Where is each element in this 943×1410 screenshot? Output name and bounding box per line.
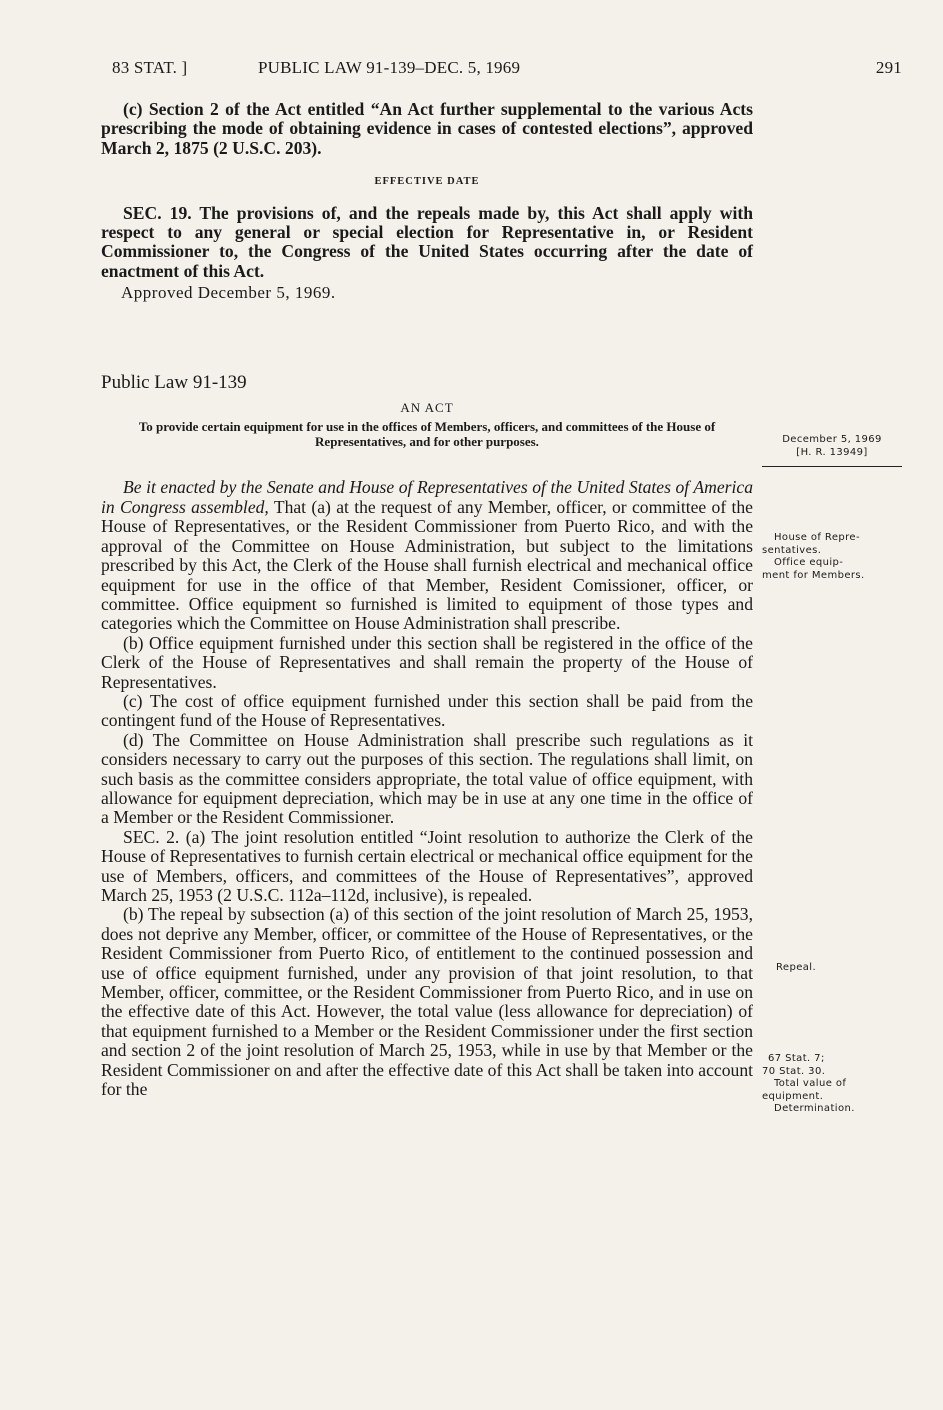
margin-house-line-2: sentatives.: [762, 544, 822, 556]
margin-rule-divider: [762, 466, 902, 467]
margin-house-line-3: Office equip-: [774, 557, 844, 568]
section-1-a: [101, 478, 753, 633]
stat-reference: 83 STAT. ]: [112, 58, 188, 77]
enacting-clause: Be it enacted by the Senate and House of Representatives of the United States of America in Congress assembled,: [101, 477, 753, 517]
act-purpose: To provide certain equipment for use in the offices of Members, officers, and committees of the House of Representatives, and for other purposes.: [138, 419, 716, 450]
margin-stat-line-1: 67 Stat. 7;: [768, 1053, 825, 1064]
approval-line: Approved December 5, 1969.: [121, 283, 336, 303]
margin-date: December 5, 1969: [782, 434, 882, 445]
effective-date-heading: EFFECTIVE DATE: [374, 176, 480, 188]
margin-stat-line-3: Total value of: [774, 1078, 847, 1089]
margin-bill-number: [H. R. 13949]: [796, 446, 868, 458]
main-text-column: [101, 100, 753, 1099]
section-19-text: SEC. 19. The provisions of, and the repeals made by, this Act shall apply with respect to any general or special election for Representative in, or Resident Commissioner to, the Congress of the United States occurring after the date of enactment of this Act.: [101, 202, 753, 281]
margin-stat-line-2: 70 Stat. 30.: [762, 1065, 826, 1077]
an-act-heading: AN ACT: [400, 400, 454, 416]
margin-note-repeal: Repeal.: [776, 962, 817, 973]
section-1-d: (d) The Committee on House Administration shall prescribe such regulations as it considers necessary to carry out the purposes of this section. The regulations shall limit, on such basis as the committee considers appropriate, the total value of office equipment, with allowance for equipment depreciation, which may be in use at any one time in the office of a Member or the Resident Commissioner.: [101, 729, 753, 828]
para-a-text: That (a) at the request of any Member, officer, or committee of the House of Representatives, or the Resident Commissioner from Puerto Rico, and with the approval of the Committee on House Administration, but subject to the limitations prescribed by this Act, the Clerk of the House shall furnish electrical and mechanical office equipment for use in the office of that Member, Resident Comissioner, officer, or committee. Office equipment so furnished is limited to equipment of those types and categories which the Committee on House Administration shall prescribe.: [101, 496, 753, 634]
margin-note-stat: [762, 1053, 902, 1116]
page-number: 291: [875, 58, 902, 77]
header-title: PUBLIC LAW 91-139–DEC. 5, 1969: [258, 58, 521, 77]
margin-house-line-1: House of Repre-: [774, 532, 860, 543]
margin-stat-line-5: Determination.: [774, 1103, 855, 1114]
margin-house-line-4: ment for Members.: [762, 569, 865, 581]
margin-note-house: [762, 532, 902, 582]
section-2-a: SEC. 2. (a) The joint resolution entitled “Joint resolution to authorize the Clerk of the House of Representatives to furnish certain electrical or mechanical office equipment for the use of Members, officers, and committees of the House of Representatives”, approved March 25, 1953 (2 U.S.C. 112a–112d, inclusive), is repealed.: [101, 826, 753, 905]
margin-note-date: [762, 434, 902, 459]
margin-stat-line-4: equipment.: [762, 1090, 824, 1102]
public-law-title: Public Law 91-139: [101, 371, 247, 393]
section-1-c: (c) The cost of office equipment furnished under this section shall be paid from the contingent fund of the House of Representatives.: [101, 690, 753, 731]
section-2-b: (b) The repeal by subsection (a) of this section of the joint resolution of March 25, 1953, does not deprive any Member, officer, or committee of the House of Representatives, or the Resident Commissioner from Puerto Rico, of entitlement to the continued possession and use of office equipment furnished, under any provision of that joint resolution, to that Member, officer, committee, or the Resident Commissioner from Puerto Rico, and in use on the effective date of this Act. However, the total value (less allowance for depreciation) of that equipment furnished to a Member or the Resident Commissioner under the first section and section 2 of the joint resolution of March 25, 1953, while in use by that Member or the Resident Commissioner on and after the effective date of this Act shall be taken into account for the: [101, 904, 753, 1100]
section-c-repeal-text: (c) Section 2 of the Act entitled “An Act further supplemental to the various Acts prescribing the mode of obtaining evidence in cases of contested elections”, approved March 2, 1875 (2 U.S.C. 203).: [101, 99, 753, 158]
section-1-b: (b) Office equipment furnished under this section shall be registered in the office of the Clerk of the House of Representatives and shall remain the property of the House of Representatives.: [101, 632, 753, 692]
